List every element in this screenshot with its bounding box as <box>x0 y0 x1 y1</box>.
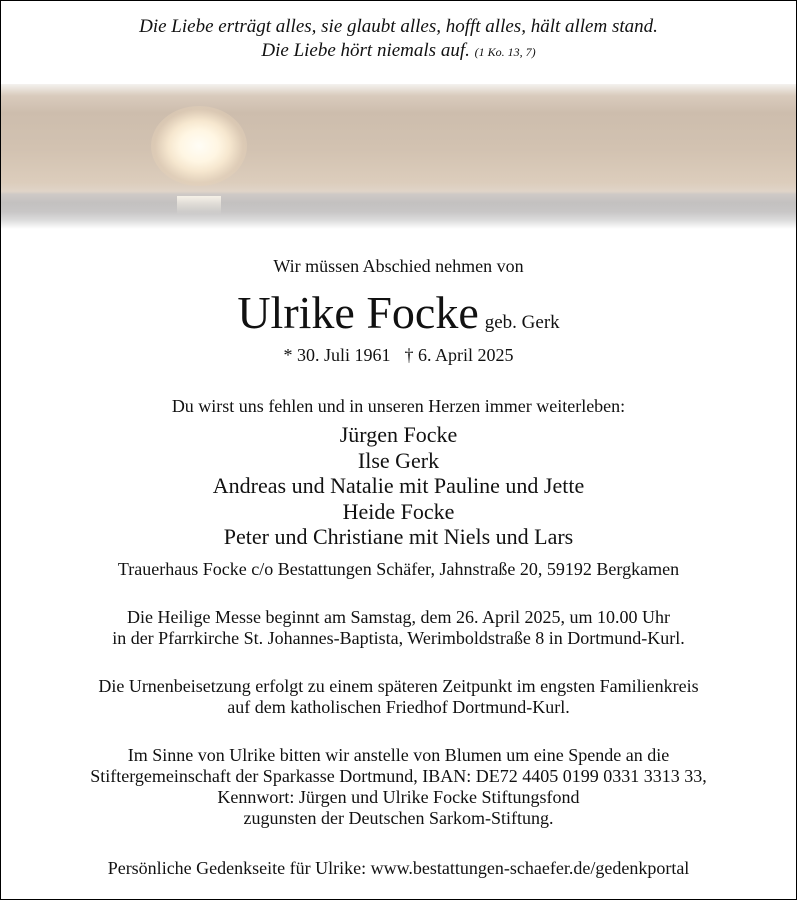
deceased-name-line <box>0 286 797 339</box>
sunset-sea-photo <box>1 84 796 229</box>
memorial-page-link[interactable]: Persönliche Gedenkseite für Ulrike: www.bestattungen-schaefer.de/gedenkportal <box>107 858 690 878</box>
bible-reference: (1 Ko. 13, 7) <box>474 45 536 59</box>
mourner-name: Peter und Christiane mit Niels und Lars <box>223 524 574 549</box>
closing-text: Du wirst uns fehlen und in unseren Herzen immer weiterleben: <box>171 396 626 416</box>
donation-line-2: Stiftergemeinschaft der Sparkasse Dortmund, IBAN: DE72 4405 0199 0331 3313 33, <box>90 766 707 786</box>
urn-burial-info <box>0 676 797 718</box>
bible-quote-line-1: Die Liebe erträgt alles, sie glaubt alles, hofft alles, hält allem stand. <box>139 16 658 37</box>
bible-quote-text: Die Liebe hört niemals auf. <box>261 40 470 61</box>
death-date: † 6. April 2025 <box>404 345 514 365</box>
mourning-house-address: Trauerhaus Focke c/o Bestattungen Schäfer, Jahnstraße 20, 59192 Bergkamen <box>117 559 680 579</box>
urn-line-2: auf dem katholischen Friedhof Dortmund-Kurl. <box>227 697 570 717</box>
mourners-list <box>0 422 797 550</box>
donation-line-3: Kennwort: Jürgen und Ulrike Focke Stiftungsfond <box>217 787 580 807</box>
mourner-name: Andreas und Natalie mit Pauline und Jette <box>212 473 585 498</box>
intro-text: Wir müssen Abschied nehmen von <box>273 256 524 276</box>
urn-line-1: Die Urnenbeisetzung erfolgt zu einem späteren Zeitpunkt im engsten Familienkreis <box>98 676 699 696</box>
donation-line-4: zugunsten der Deutschen Sarkom-Stiftung. <box>243 808 554 828</box>
donation-line-1: Im Sinne von Ulrike bitten wir anstelle von Blumen um eine Spende an die <box>127 745 670 765</box>
deceased-name: Ulrike Focke <box>237 287 479 338</box>
sun-reflection <box>177 196 221 214</box>
maiden-name: geb. Gerk <box>484 312 560 333</box>
mourner-name: Jürgen Focke <box>339 422 458 447</box>
mourner-name: Heide Focke <box>342 498 455 524</box>
donation-info <box>0 745 797 829</box>
mourner-name: Ilse Gerk <box>357 447 440 473</box>
mass-line-2: in der Pfarrkirche St. Johannes-Baptista, Werimboldstraße 8 in Dortmund-Kurl. <box>112 628 685 648</box>
birth-date: * 30. Juli 1961 <box>283 345 391 365</box>
mass-info <box>0 607 797 649</box>
bible-quote-line-2 <box>0 40 797 62</box>
mass-line-1: Die Heilige Messe beginnt am Samstag, dem 26. April 2025, um 10.00 Uhr <box>127 607 670 627</box>
sun-image <box>151 106 247 186</box>
life-dates <box>0 345 797 366</box>
